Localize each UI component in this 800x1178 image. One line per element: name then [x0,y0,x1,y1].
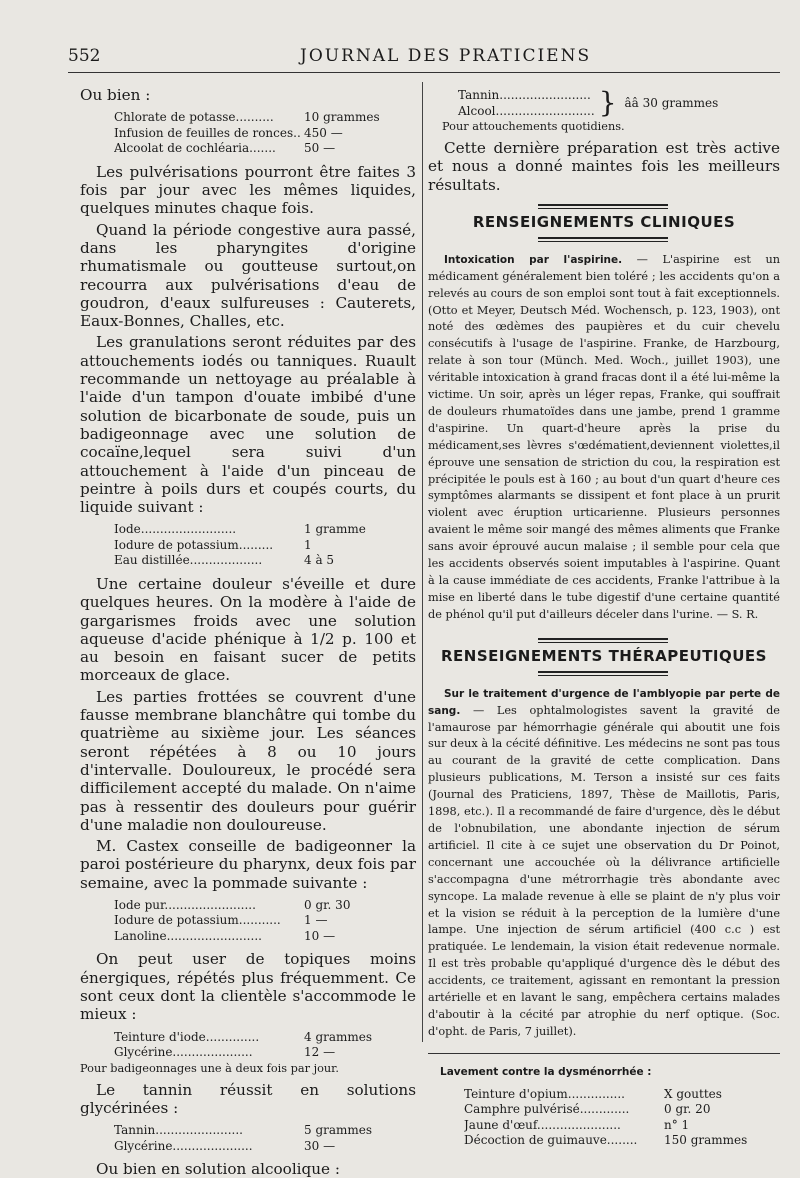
recipe-row: Décoction de guimauve........ 150 grammes [464,1133,748,1148]
page-number: 552 [68,46,101,66]
recipe-row: Iode......................... 1 gramme [114,522,366,537]
section-heading [428,204,780,242]
paragraph: Les granulations seront réduites par des attouchements iodés ou tanniques. Ruault recommande un nettoyage au préalable à l'aide d'un tampon d'ouate imbibé d'une solution de bicarbonate de soude, puis un badigeonnage avec une solution de cocaïne,lequel sera suivi d'un attouchement à l'aide d'un pinceau de peintre à poils durs et coupés courts, du liquide suivant : [80,333,416,517]
paragraph: Ou bien : [80,86,151,104]
paragraph: Une certaine douleur s'éveille et dure quelques heures. On la modère à l'aide de gargarismes froids avec une solution aqueuse d'acide phénique à 1/2 p. 100 et au besoin en faisant sucer de petits morceaux de glace. [80,574,416,685]
recipe-row: Iodure de potassium......... 1 [114,537,312,552]
recipe-note: Pour attouchements quotidiens. [442,120,625,133]
recipe-row: Glycérine..................... 12 — [114,1045,336,1060]
separator-line [428,1053,780,1054]
recipe-qty: ââ 30 grammes [624,96,719,110]
recipe-row: Alcool.......................... [458,103,595,118]
recipe-row: Eau distillée................... 4 à 5 [114,553,335,568]
recipe-row: Alcoolat de cochléaria....... 50 — [114,141,336,156]
recipe-row: Tannin....................... 5 grammes [114,1123,373,1138]
rule-divider [538,204,668,209]
article-paragraph: Sur le traitement d'urgence de l'amblyopie par perte de sang. — Les ophtalmologistes savent la gravité de l'amaurose par hémorrhagie générale qui aboutit une fois sur deux à la cécité définitive. Les médecins ne sont pas tous au courant de la gravité de cette complication. Dans plusieurs publications, M. Terson a insisté sur ces faits (Journal des Praticiens, 1897, Thèse de Maillotis, Paris, 1898, etc.). Il a recommandé de faire d'urgence, dès le début de l'obnubilation, une abondante injection de sérum artificiel. Il cite à ce sujet une observation du Dr Poinot, concernant une accouchée où la délivrance artificielle s'accompagna d'une métrorrhagie très abondante avec syncope. La malade revenue à elle se plaint de n'y plus voir et la vision se réduit à la perception de la lumière d'une lampe. Une injection de sérum artificiel (400 c.c ) est pratiquée. Le lendemain, la vision était redevenue normale. Il est très probable qu'appliqué d'urgence dès le début des accidents, ce traitement, agissant en remontant la pression artérielle et en lavant le sang, empêchera certains malades d'aboutir à la cécité par atrophie du nerf optique. (Soc. d'opht. de Paris, 7 juillet). [428,687,780,1038]
recipe-row: Infusion de feuilles de ronces.. 450 — [114,125,343,140]
recipe-row: Lanoline......................... 10 — [114,928,336,943]
recipe-table [114,1030,416,1061]
recipe-row: Tannin........................ [458,88,591,102]
article-lead: Intoxication par l'aspirine. [444,253,623,266]
recipe-table [114,522,416,569]
paragraph: Cette dernière préparation est très active et nous a donné maintes fois les meilleurs résultats. [428,138,780,194]
recipe-table [114,1123,416,1154]
recipe-note: Pour badigeonnages une à deux fois par jour. [80,1061,339,1075]
section-title: RENSEIGNEMENTS CLINIQUES [472,212,736,231]
recipe-table [458,88,780,119]
column-divider [422,82,423,1042]
rule-divider [538,638,668,643]
right-column [428,88,780,1155]
recipe-row: Camphre pulvérisé............. 0 gr. 20 [464,1102,711,1117]
recipe-row: Iode pur........................ 0 gr. 30 [114,897,351,912]
section-title: RENSEIGNEMENTS THÉRAPEUTIQUES [441,646,767,665]
left-column [80,86,416,1178]
paragraph: Le tannin réussit en solutions glycérinées : [80,1080,416,1117]
recipe-row: Iodure de potassium........... 1 — [114,913,328,928]
recipe-title: Lavement contre la dysménorrhée : [440,1065,652,1078]
paragraph: Les pulvérisations pourront être faites 3 fois par jour avec les mêmes liquides, quelques minutes chaque fois. [80,162,416,218]
journal-title: JOURNAL DES PRATICIENS [300,46,592,66]
section-heading [428,638,780,676]
recipe-table [114,110,416,157]
paragraph: Les parties frottées se couvrent d'une fausse membrane blanchâtre qui tombe du quatrième au sixième jour. Les séances seront répétées à 8 ou 10 jours d'intervalle. Douloureux, le procédé sera difficilement accepté du malade. On n'aime pas à ressentir des douleurs pour guérir d'une maladie non douloureuse. [80,687,416,834]
article-paragraph: Intoxication par l'aspirine. — L'aspirine est un médicament généralement bien toléré ; les accidents qu'on a relevés au cours de son emploi sont tout à fait exceptionnels. (Otto et Meyer, Deutsch Méd. Wochensch, p. 123, 1903), ont noté des œdèmes des paupières et du cuir chevelu consécutifs à l'usage de l'aspirine. Franke, de Harzbourg, relate à son tour (Münch. Med. Woch., juillet 1903), une véritable intoxication à grand fracas dont il a été lui-même la victime. Un soir, après un léger repas, Franke, qui souffrait de douleurs rhumatoïdes dans une jambe, prend 1 gramme d'aspirine. Un quart-d'heure après la prise du médicament,ses lèvres s'œdématient,deviennent violettes,il éprouve une sensation de striction du cou, la respiration est précipitée le pouls est à 160 ; au bout d'un quart d'heure ces symptômes alarmants se dissipent et font place à un prurit violent avec éruption urticarienne. Plusieurs personnes avaient le même soir mangé des mêmes aliments que Franke sans avoir éprouvé aucun malaise ; il semble pour cela que les accidents observés soient imputables à l'aspirine. Quant à la cause immédiate de ces accidents, Franke l'attribue à la mise en liberté dans le tube digestif d'une certaine quantité de phénol qu'il put d'ailleurs déceler dans l'urine. — S. R. [428,252,780,621]
paragraph: M. Castex conseille de badigeonner la paroi postérieure du pharynx, deux fois par semaine, avec la pommade suivante : [80,837,416,892]
recipe-row: Chlorate de potasse.......... 10 grammes [114,110,380,125]
paragraph: On peut user de topiques moins énergiques, répétés plus fréquemment. Ce sont ceux dont la clientèle s'accommode le mieux : [80,950,416,1024]
recipe-row: Jaune d'œuf...................... n° 1 [464,1117,690,1132]
page-header [0,40,800,70]
header-rule [68,72,780,73]
rule-divider [538,237,668,242]
recipe-table [114,898,416,945]
recipe-row: Teinture d'iode.............. 4 grammes [114,1029,373,1044]
recipe-table [464,1087,780,1149]
paragraph: Ou bien en solution alcoolique : [96,1160,340,1178]
brace-icon: } [598,86,617,119]
recipe-row: Glycérine..................... 30 — [114,1138,336,1153]
article-lead: Sur le traitement d'urgence de l'amblyopie par perte de sang. [428,687,780,717]
rule-divider [538,671,668,676]
paragraph: Quand la période congestive aura passé, dans les pharyngites d'origine rhumatismale ou goutteuse surtout,on recourra aux pulvérisations d'eau de goudron, d'eaux sulfureuses : Cauterets, Eaux-Bonnes, Challes, etc. [80,220,416,331]
recipe-row: Teinture d'opium............... X gouttes [464,1086,722,1101]
